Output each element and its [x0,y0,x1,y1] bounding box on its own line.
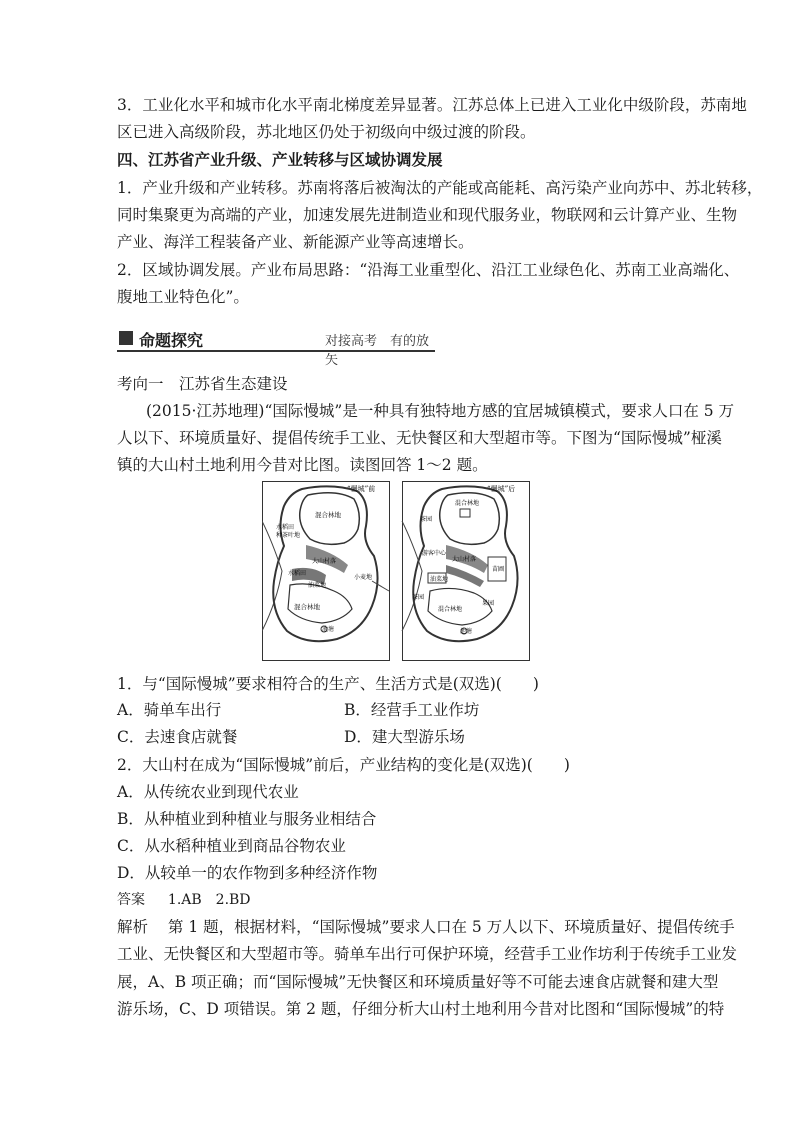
question-1-option-c: C．去速食店就餐 [117,728,238,746]
analysis-line-3: 展，A、B 项正确；而“国际慢城”无快餐区和环境质量好等不可能去速食店就餐和建大型 [117,973,719,991]
svg-text:混合林地: 混合林地 [455,500,480,507]
stem-line-2: 人以下、环境质量好、提倡传统手工业、无快餐区和大型超市等。下图为“国际慢城”桠溪 [117,429,722,447]
question-2-option-b: B．从种植业到种植业与服务业相结合 [117,810,377,828]
question-2-option-d: D．从较单一的农作物到多种经济作物 [117,864,378,882]
section-header [117,328,435,368]
svg-text:种茶叶地: 种茶叶地 [276,532,301,539]
paragraph-2-line-1: 2．区域协调发展。产业布局思路：“沿海工业重型化、沿江工业绿色化、苏南工业高端化、 [117,261,740,279]
svg-text:混合林地: 混合林地 [315,511,341,519]
section-subtitle: 对接高考 有的放矢 [325,334,430,368]
svg-text:大山村落: 大山村落 [312,558,337,565]
question-1-option-b: B．经营手工业作坊 [344,701,480,719]
paragraph-3-line-1: 3．工业化水平和城市化水平南北梯度差异显著。江苏总体上已进入工业化中级阶段，苏南地 [117,96,747,114]
question-1-stem: 1．与“国际慢城”要求相符合的生产、生活方式是(双选)( ) [117,675,539,693]
section-rule [117,350,435,352]
section-4-heading: 四、江苏省产业升级、产业转移与区域协调发展 [117,150,443,169]
question-2-stem: 2．大山村在成为“国际慢城”前后，产业结构的变化是(双选)( ) [117,756,570,774]
land-use-comparison-figure [262,481,530,661]
paragraph-2-line-2: 腹地工业特色化”。 [117,288,249,306]
question-1-option-d: D．建大型游乐场 [344,728,465,746]
svg-text:池塘: 池塘 [460,628,473,635]
stem-line-1: (2015·江苏地理)“国际慢城”是一种具有独特地方感的宜居城镇模式，要求人口在 5 万 [146,402,735,420]
paragraph-1-line-1: 1．产业升级和产业转移。苏南将落后被淘汰的产能或高能耗、高污染产业向苏中、苏北转移， [117,179,763,197]
answer-value: 1.AB 2.BD [167,892,251,908]
svg-text:茶园: 茶园 [412,594,425,601]
analysis-line-2: 工业、无快餐区和大型超市等。骑单车出行可保护环境，经营手工业作坊利于传统手工业发 [117,945,738,963]
svg-text:大山村落: 大山村落 [452,556,477,563]
stem-line-3: 镇的大山村土地利用今昔对比图。读图回答 1～2 题。 [117,456,488,474]
paragraph-1-line-3: 产业、海洋工程装备产业、新能源产业等高速增长。 [117,233,474,251]
section-title: 命题探究 [139,331,204,350]
svg-text:混合林地: 混合林地 [438,606,463,613]
svg-text:茶园: 茶园 [420,516,433,523]
section-square-icon [119,331,133,345]
question-2-option-c: C．从水稻种植业到商品谷物农业 [117,837,346,855]
svg-text:油菜地: 油菜地 [430,576,449,583]
svg-text:果园: 果园 [482,600,495,607]
analysis-text-1: 第 1 题，根据材料，“国际慢城”要求人口在 5 万人以下、环境质量好、提倡传统手 [167,918,735,936]
topic-label: 考向一 江苏省生态建设 [117,375,288,393]
paragraph-3-line-2: 区已进入高级阶段，苏北地区仍处于初级向中级过渡的阶段。 [117,123,536,141]
svg-text:“慢城”前: “慢城”前 [347,485,376,493]
paragraph-1-line-2: 同时集聚更为高端的产业，加速发展先进制造业和现代服务业，物联网和云计算产业、生物 [117,206,738,224]
svg-text:水稻田: 水稻田 [288,570,307,577]
question-2-option-a: A．从传统农业到现代农业 [117,783,299,801]
svg-text:“慢城”后: “慢城”后 [487,485,516,493]
answer-label: 答案 [117,892,145,908]
question-1-option-a: A．骑单车出行 [117,701,222,719]
map-before [262,482,390,661]
analysis-line-4: 游乐场，C、D 项错误。第 2 题，仔细分析大山村土地利用今昔对比图和“国际慢城”的特 [117,1000,725,1018]
svg-text:小麦地: 小麦地 [354,574,373,581]
analysis-line-1 [117,917,735,937]
svg-text:苗圃: 苗圃 [492,566,505,573]
svg-text:池塘: 池塘 [322,626,335,633]
svg-text:混合林地: 混合林地 [294,603,320,611]
map-after [402,482,530,661]
analysis-label: 解析 [117,918,149,936]
svg-text:油菜地: 油菜地 [308,582,327,589]
svg-text:游客中心: 游客中心 [422,550,447,557]
svg-text:水稻田: 水稻田 [276,524,295,531]
answer-row [117,890,251,910]
